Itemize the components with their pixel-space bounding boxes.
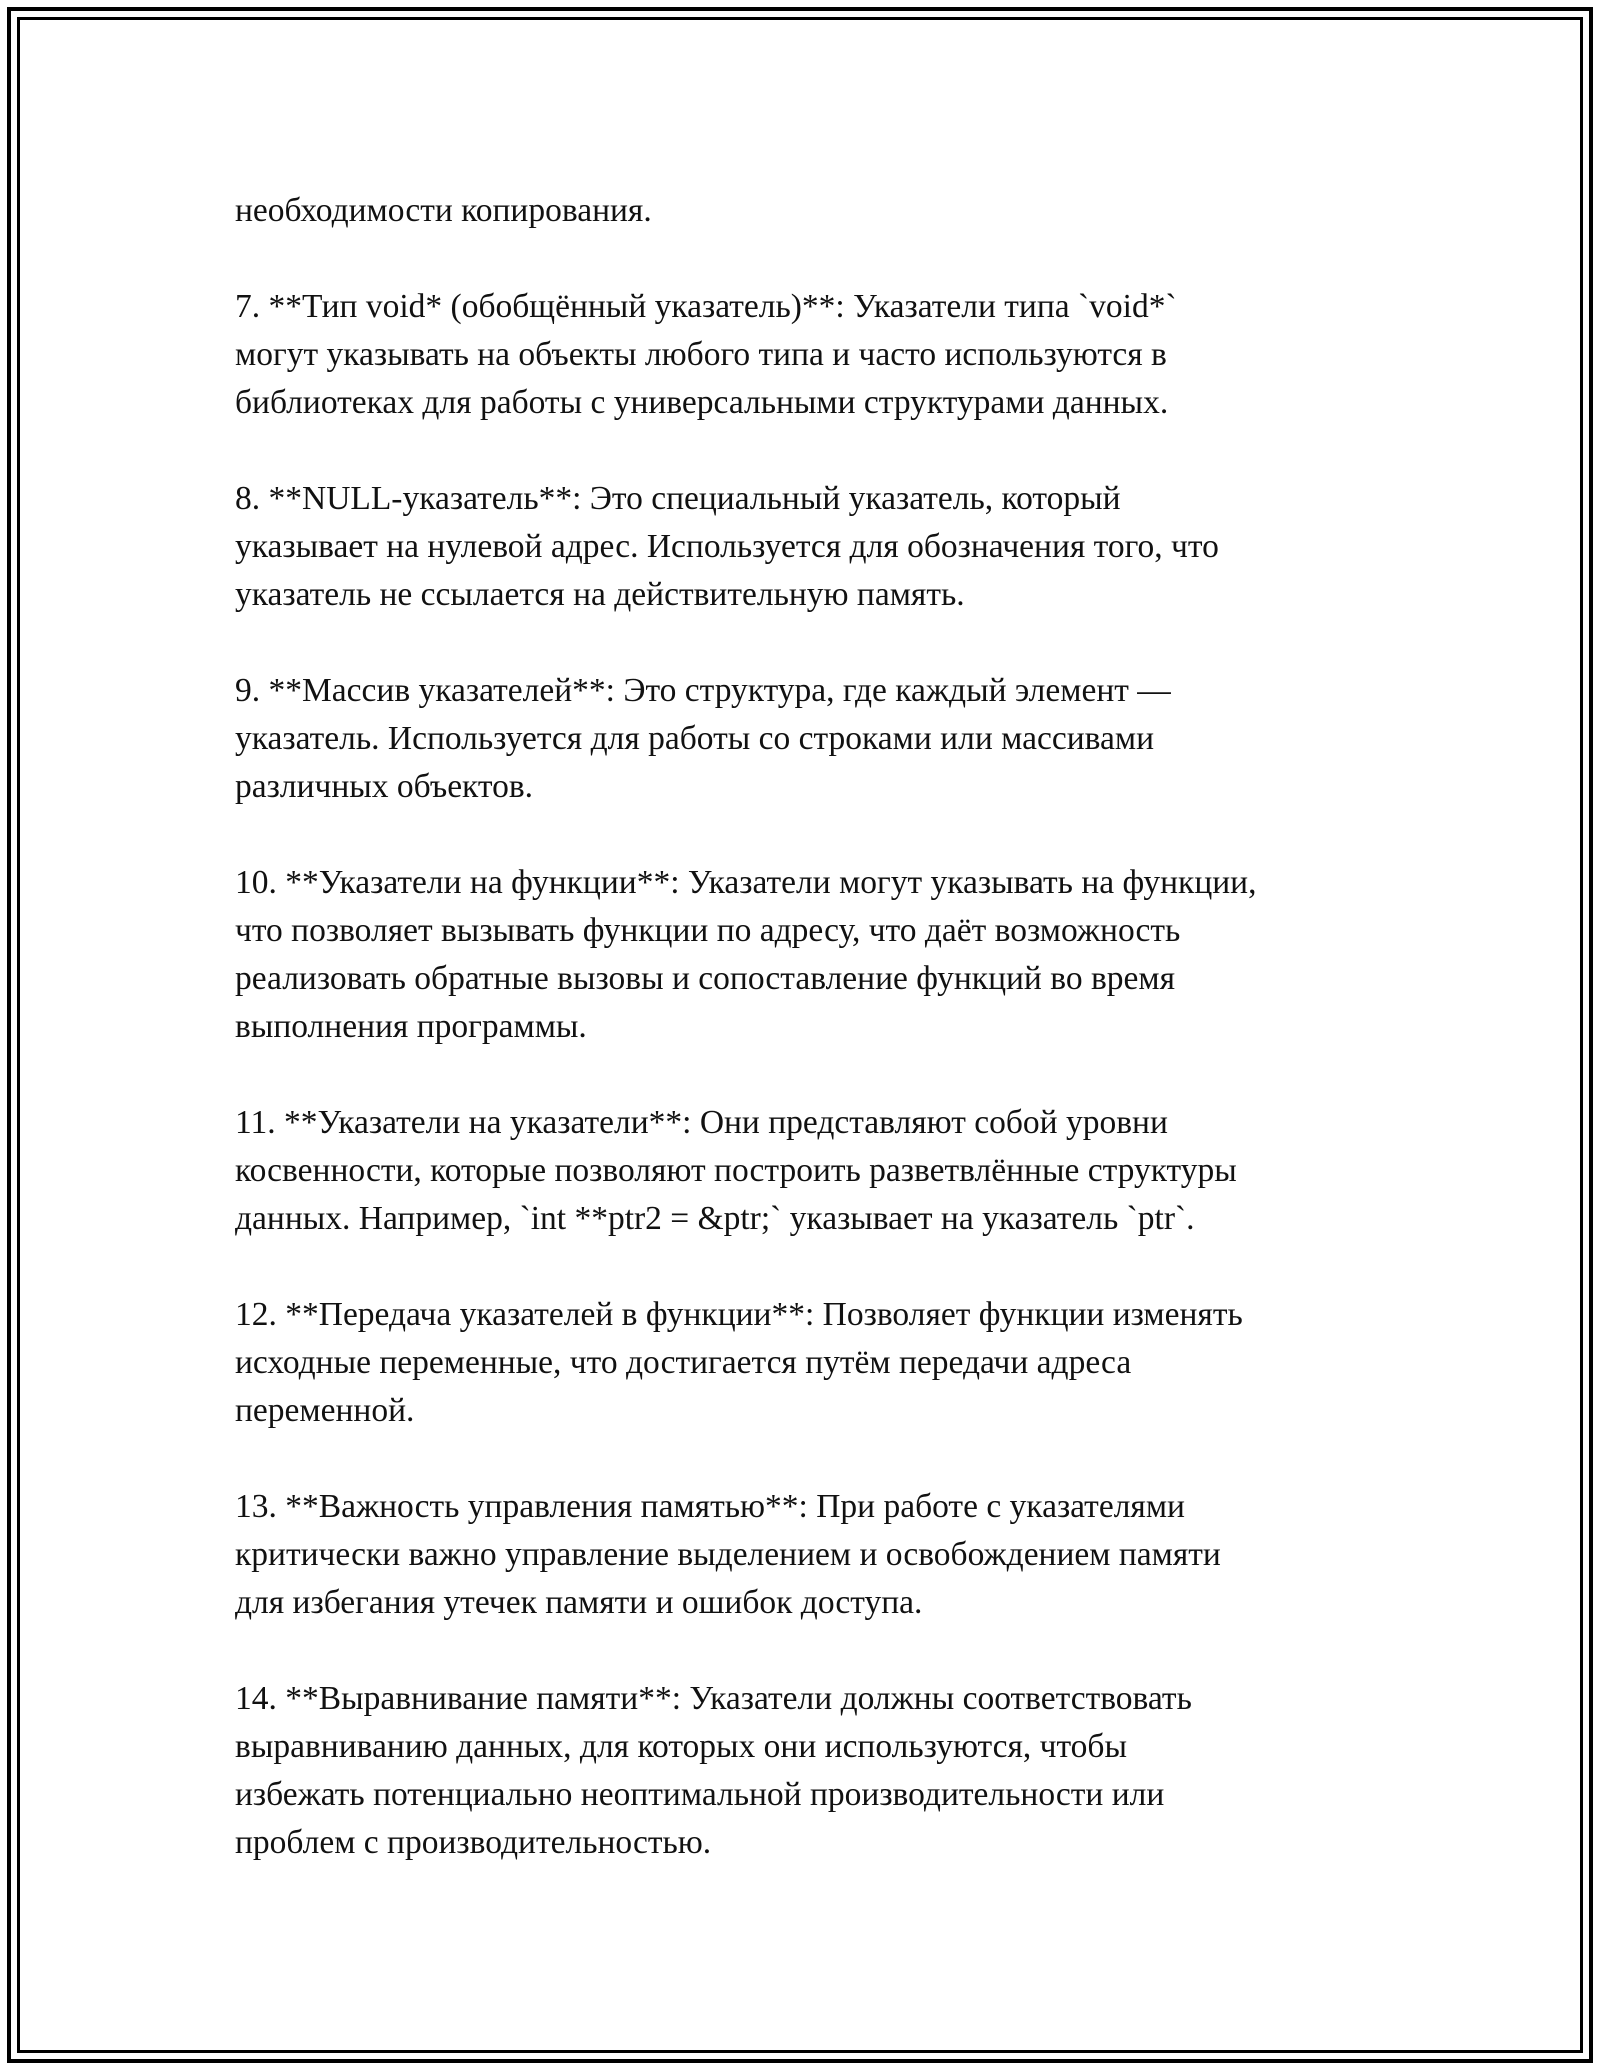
text-line: 10. **Указатели на функции**: Указатели могут указывать на функции, [235,864,1257,901]
text-line: переменной. [235,1392,415,1429]
paragraph-item-14 [235,1675,1395,1867]
text-line: реализовать обратные вызовы и сопоставление функций во время [235,960,1175,997]
text-line: 13. **Важность управления памятью**: При работе с указателями [235,1488,1185,1525]
paragraph-item-12 [235,1291,1395,1435]
text-line: критически важно управление выделением и освобождением памяти [235,1536,1221,1573]
text-line: что позволяет вызывать функции по адресу, что даёт возможность [235,912,1181,949]
paragraph-item-9 [235,667,1395,811]
text-line: указатель не ссылается на действительную память. [235,576,965,613]
text-line: избежать потенциально неоптимальной производительности или [235,1776,1165,1813]
text-line: библиотеках для работы с универсальными структурами данных. [235,384,1169,421]
text-line: указывает на нулевой адрес. Используется для обозначения того, что [235,528,1219,565]
paragraph-item-7 [235,283,1395,427]
text-line: 7. **Тип void* (обобщённый указатель)**: Указатели типа `void*` [235,288,1177,325]
text-line: косвенности, которые позволяют построить разветвлённые структуры [235,1152,1237,1189]
text-line: данных. Например, `int **ptr2 = &ptr;` указывает на указатель `ptr`. [235,1200,1195,1237]
document-body [235,187,1395,1867]
paragraph-continuation [235,187,1395,235]
text-line: для избегания утечек памяти и ошибок доступа. [235,1584,923,1621]
paragraph-item-13 [235,1483,1395,1627]
text-line: 14. **Выравнивание памяти**: Указатели должны соответствовать [235,1680,1192,1717]
paragraph-item-10 [235,859,1395,1051]
text-line: могут указывать на объекты любого типа и часто используются в [235,336,1167,373]
paragraph-item-11 [235,1099,1395,1243]
text-line: необходимости копирования. [235,192,652,229]
text-line: 8. **NULL-указатель**: Это специальный указатель, который [235,480,1121,517]
text-line: 9. **Массив указателей**: Это структура, где каждый элемент — [235,672,1171,709]
text-line: 12. **Передача указателей в функции**: Позволяет функции изменять [235,1296,1243,1333]
text-line: выполнения программы. [235,1008,587,1045]
text-line: проблем с производительностью. [235,1824,712,1861]
text-line: исходные переменные, что достигается путём передачи адреса [235,1344,1132,1381]
text-line: 11. **Указатели на указатели**: Они представляют собой уровни [235,1104,1168,1141]
paragraph-item-8 [235,475,1395,619]
text-line: выравниванию данных, для которых они используются, чтобы [235,1728,1127,1765]
text-line: различных объектов. [235,768,534,805]
text-line: указатель. Используется для работы со строками или массивами [235,720,1154,757]
